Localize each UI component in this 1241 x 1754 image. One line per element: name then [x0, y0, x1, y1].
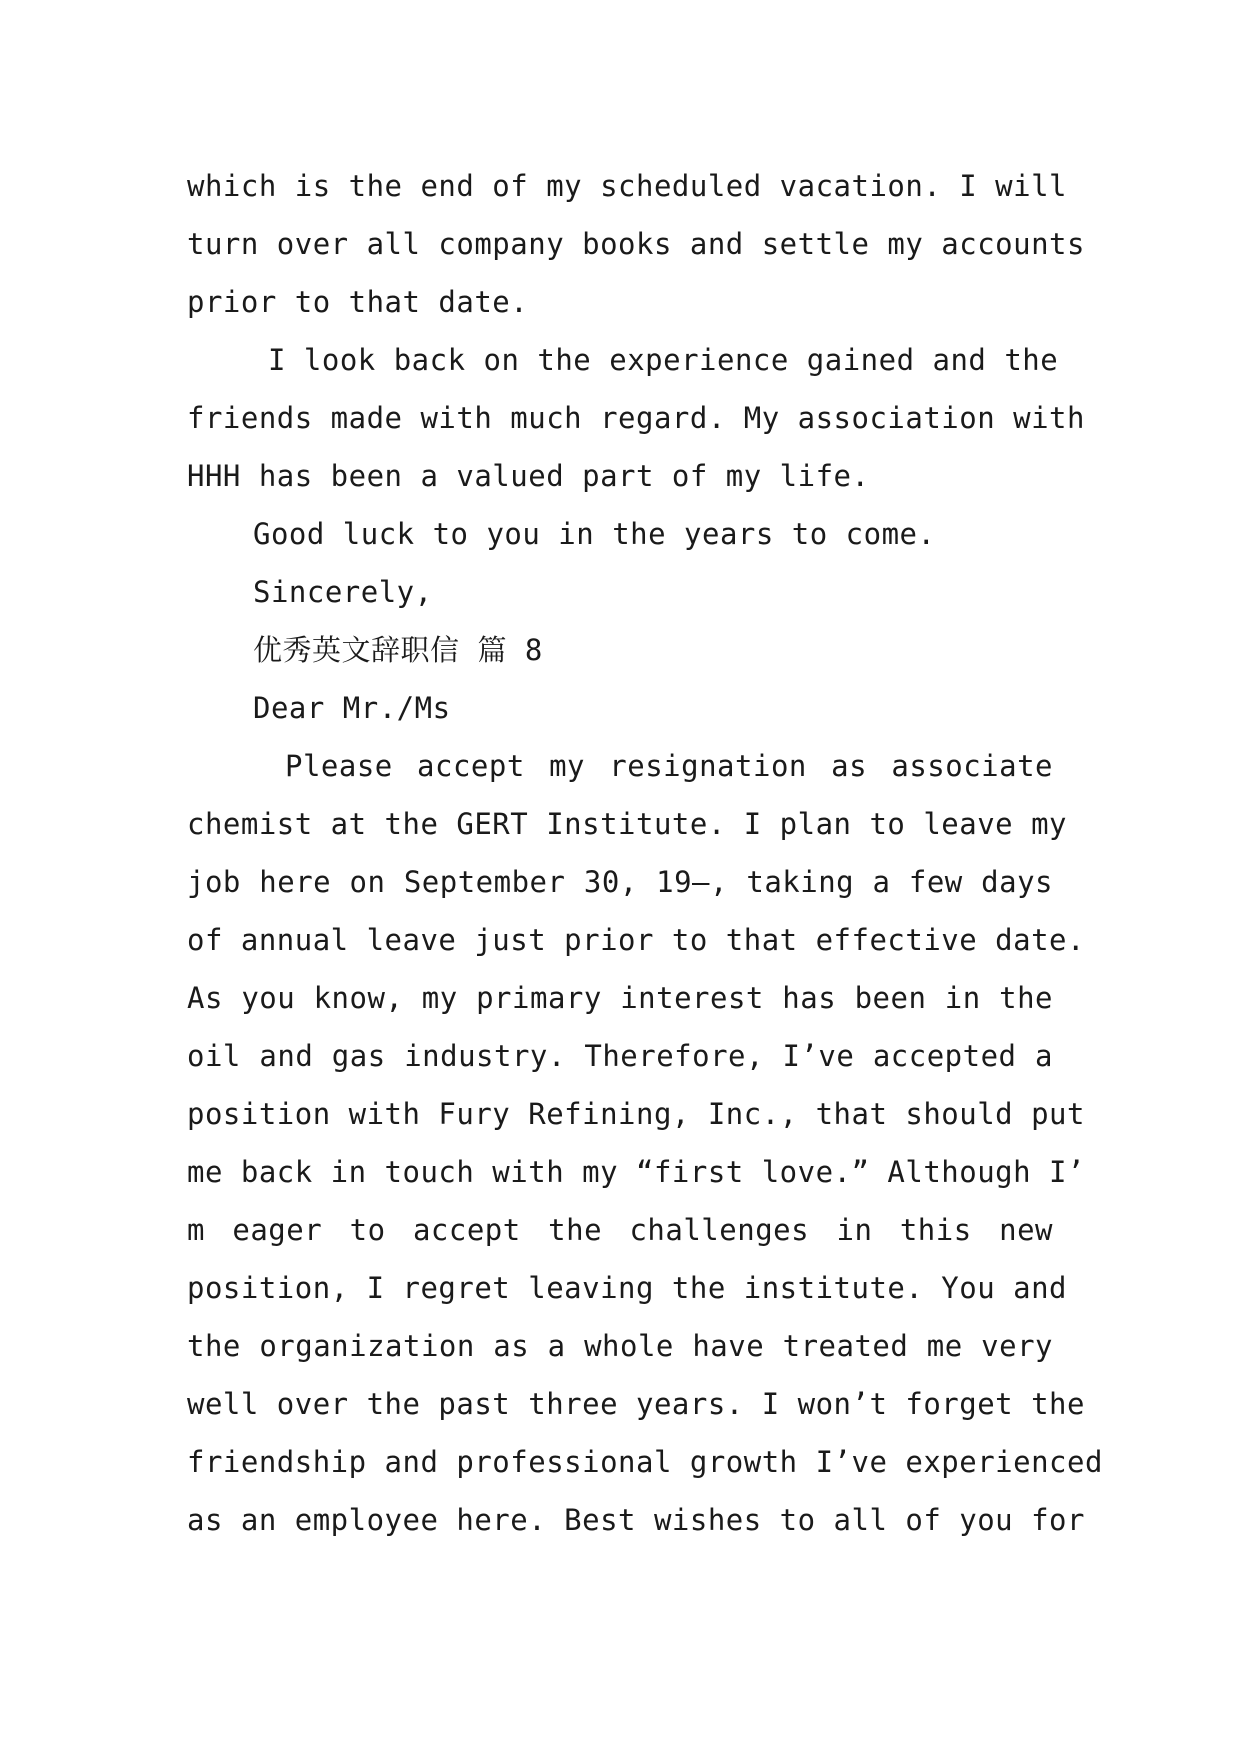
text-line: the organization as a whole have treated me very: [187, 1329, 1053, 1363]
text-line: m eager to accept the challenges in this new: [187, 1213, 1053, 1247]
text-line: which is the end of my scheduled vacation. I will: [187, 169, 1068, 203]
text-line: position, I regret leaving the institute. You and: [187, 1271, 1068, 1305]
text-line: well over the past three years. I won’t forget the: [187, 1387, 1085, 1421]
section-heading: 优秀英文辞职信 篇 8: [253, 633, 543, 667]
text-line: of annual leave just prior to that effective date.: [187, 923, 1085, 957]
text-line: friendship and professional growth I’ve experienced: [187, 1445, 1103, 1479]
text-line: HHH has been a valued part of my life.: [187, 459, 870, 493]
text-line: chemist at the GERT Institute. I plan to leave my: [187, 807, 1068, 841]
text-line: As you know, my primary interest has been in the: [187, 981, 1053, 1015]
text-line: position with Fury Refining, Inc., that should put: [187, 1097, 1085, 1131]
text-line: Good luck to you in the years to come.: [253, 517, 936, 551]
text-line: oil and gas industry. Therefore, I’ve accepted a: [187, 1039, 1053, 1073]
text-line: friends made with much regard. My association with: [187, 401, 1085, 435]
text-line: I look back on the experience gained and the: [268, 343, 1059, 377]
text-line: Sincerely,: [253, 575, 433, 609]
text-line: job here on September 30, 19–, taking a few days: [187, 865, 1053, 899]
text-line: me back in touch with my “first love.” Although I’: [187, 1155, 1085, 1189]
text-line: Please accept my resignation as associate: [285, 749, 1053, 783]
text-line: as an employee here. Best wishes to all of you for: [187, 1503, 1085, 1537]
salutation: Dear Mr./Ms: [253, 691, 451, 725]
text-line: turn over all company books and settle my accounts: [187, 227, 1085, 261]
text-line: prior to that date.: [187, 285, 529, 319]
